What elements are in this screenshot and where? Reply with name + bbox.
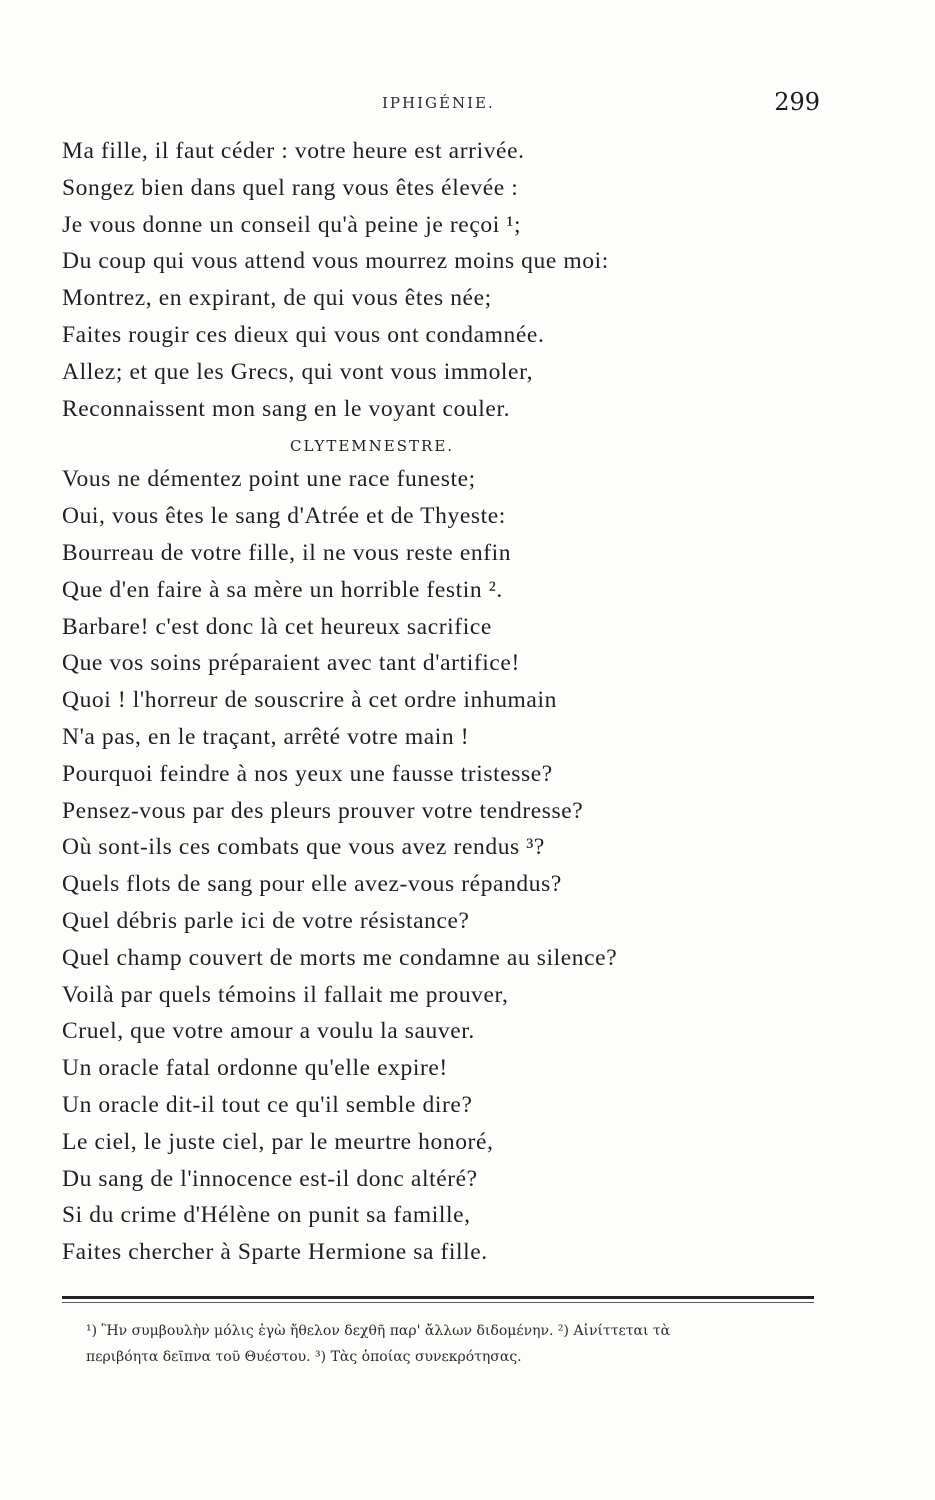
footnote-line: ¹) Ἣν συμβουλὴν μόλις ἐγὼ ἤθελον δεχθῆ παρ' ἄλλων διδομένην. ²) Αἰνίττεται τὰ [86,1323,671,1339]
verse-line: Songez bien dans quel rang vous êtes élevée : [62,174,519,201]
verse-line: Quoi ! l'horreur de souscrire à cet ordre inhumain [62,687,557,714]
verse-line: Je vous donne un conseil qu'à peine je reçoi ¹; [62,211,522,238]
verse-line: Pensez-vous par des pleurs prouver votre tendresse? [62,797,584,824]
verse-line: Si du crime d'Hélène on punit sa famille, [62,1202,471,1229]
verse-block [62,133,822,1271]
verse-line: Pourquoi feindre à nos yeux une fausse tristesse? [62,760,553,787]
verse-line: Faites rougir ces dieux qui vous ont condamnée. [62,321,545,348]
verse-line: Un oracle fatal ordonne qu'elle expire! [62,1055,448,1082]
verse-line: Montrez, en expirant, de qui vous êtes née; [62,285,492,312]
verse-line: Ma fille, il faut céder : votre heure est arrivée. [62,138,525,164]
footnote-rule [62,1296,814,1299]
footnotes [86,1318,821,1370]
footnote-rule-thin [62,1302,814,1303]
verse-line: Quels flots de sang pour elle avez-vous répandus? [62,871,562,898]
verse-line: Où sont-ils ces combats que vous avez rendus ³? [62,834,545,861]
running-head-title: IPHIGÉNIE. [382,94,495,112]
footnote-line: περιβόητα δεῖπνα τοῦ Θυέστου. ³) Τὰς ὁποίας συνεκρότησας. [86,1349,522,1365]
verse-line: Le ciel, le juste ciel, par le meurtre honoré, [62,1128,494,1155]
verse-line: Que d'en faire à sa mère un horrible festin ². [62,576,503,603]
verse-line: Reconnaissent mon sang en le voyant couler. [62,395,511,422]
verse-line: Faites chercher à Sparte Hermione sa fille. [62,1239,488,1266]
verse-line: Voilà par quels témoins il fallait me prouver, [62,981,509,1008]
verse-line: Bourreau de votre fille, il ne vous reste enfin [62,539,512,566]
verse-line: Cruel, que votre amour a voulu la sauver. [62,1018,475,1045]
verse-line: N'a pas, en le traçant, arrêté votre main ! [62,723,470,750]
verse-line: Que vos soins préparaient avec tant d'artifice! [62,650,520,677]
page-number: 299 [774,88,820,116]
verse-line: Oui, vous êtes le sang d'Atrée et de Thyeste: [62,503,506,530]
verse-line: Du sang de l'innocence est-il donc altéré? [62,1165,478,1192]
verse-line: Quel débris parle ici de votre résistance? [62,907,470,934]
running-head [60,88,820,118]
verse-line: Quel champ couvert de morts me condamne au silence? [62,944,618,971]
verse-line: Allez; et que les Grecs, qui vont vous immoler, [62,358,534,385]
verse-line: Barbare! c'est donc là cet heureux sacrifice [62,613,492,640]
speaker-name: CLYTEMNESTRE. [289,437,455,456]
verse-line: Vous ne démentez point une race funeste; [62,466,476,493]
verse-line: Un oracle dit-il tout ce qu'il semble dire? [62,1091,473,1118]
verse-line: Du coup qui vous attend vous mourrez moins que moi: [62,248,609,275]
